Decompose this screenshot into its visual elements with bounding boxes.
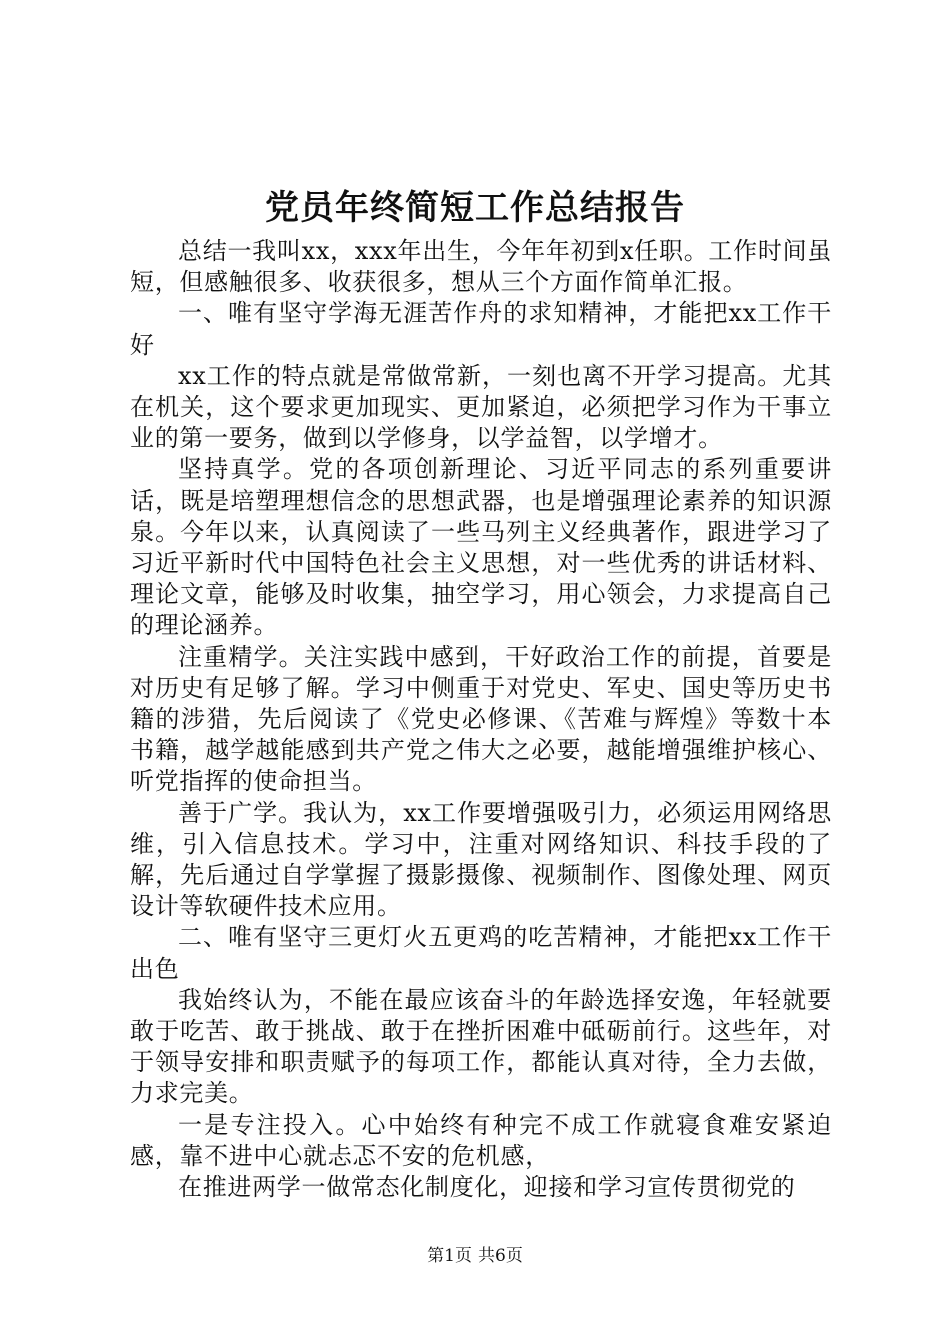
paragraph: 我始终认为，不能在最应该奋斗的年龄选择安逸，年轻就要敢于吃苦、敢于挑战、敢于在挫折困难中砥砺前行。这些年，对于领导安排和职责赋予的每项工作，都能认真对待，全力去做，力求完美。 [130,985,832,1108]
page-number-total: 共6页 [478,1246,523,1266]
paragraph: 注重精学。关注实践中感到，干好政治工作的前提，首要是对历史有足够了解。学习中侧重于对党史、军史、国史等历史书籍的涉猎，先后阅读了《党史必修课、《苦难与辉煌》等数十本书籍，越学越能感到共产党之伟大之必要，越能增强维护核心、听党指挥的使命担当。 [130,642,832,796]
paragraph: 善于广学。我认为，xx工作要增强吸引力，必须运用网络思维，引入信息技术。学习中，注重对网络知识、科技手段的了解，先后通过自学掌握了摄影摄像、视频制作、图像处理、网页设计等软硬件技术应用。 [130,798,832,921]
section-heading-2: 二、唯有坚守三更灯火五更鸡的吃苦精神，才能把xx工作干出色 [130,923,832,983]
section-heading-1: 一、唯有坚守学海无涯苦作舟的求知精神，才能把xx工作干好 [130,299,832,359]
paragraph: 坚持真学。党的各项创新理论、习近平同志的系列重要讲话，既是培塑理想信念的思想武器，也是增强理论素养的知识源泉。今年以来，认真阅读了一些马列主义经典著作，跟进学习了习近平新时代中国特色社会主义思想，对一些优秀的讲话材料、理论文章，能够及时收集，抽空学习，用心领会，力求提高自己的理论涵养。 [130,455,832,640]
paragraph: 在推进两学一做常态化制度化，迎接和学习宣传贯彻党的 [178,1173,796,1202]
document-body [130,236,832,1203]
page-number-current: 第1页 [427,1246,472,1266]
paragraph: 一是专注投入。心中始终有种完不成工作就寝食难安紧迫感，靠不进中心就忐忑不安的危机感， [130,1110,832,1170]
paragraph: xx工作的特点就是常做常新，一刻也离不开学习提高。尤其在机关，这个要求更加现实、更加紧迫，必须把学习作为干事立业的第一要务，做到以学修身，以学益智，以学增才。 [130,361,832,453]
page-footer [0,1244,950,1268]
document-title: 党员年终简短工作总结报告 [265,188,685,228]
paragraph-intro: 总结一我叫xx，xxx年出生，今年年初到x任职。工作时间虽短，但感触很多、收获很多，想从三个方面作简单汇报。 [130,237,832,297]
